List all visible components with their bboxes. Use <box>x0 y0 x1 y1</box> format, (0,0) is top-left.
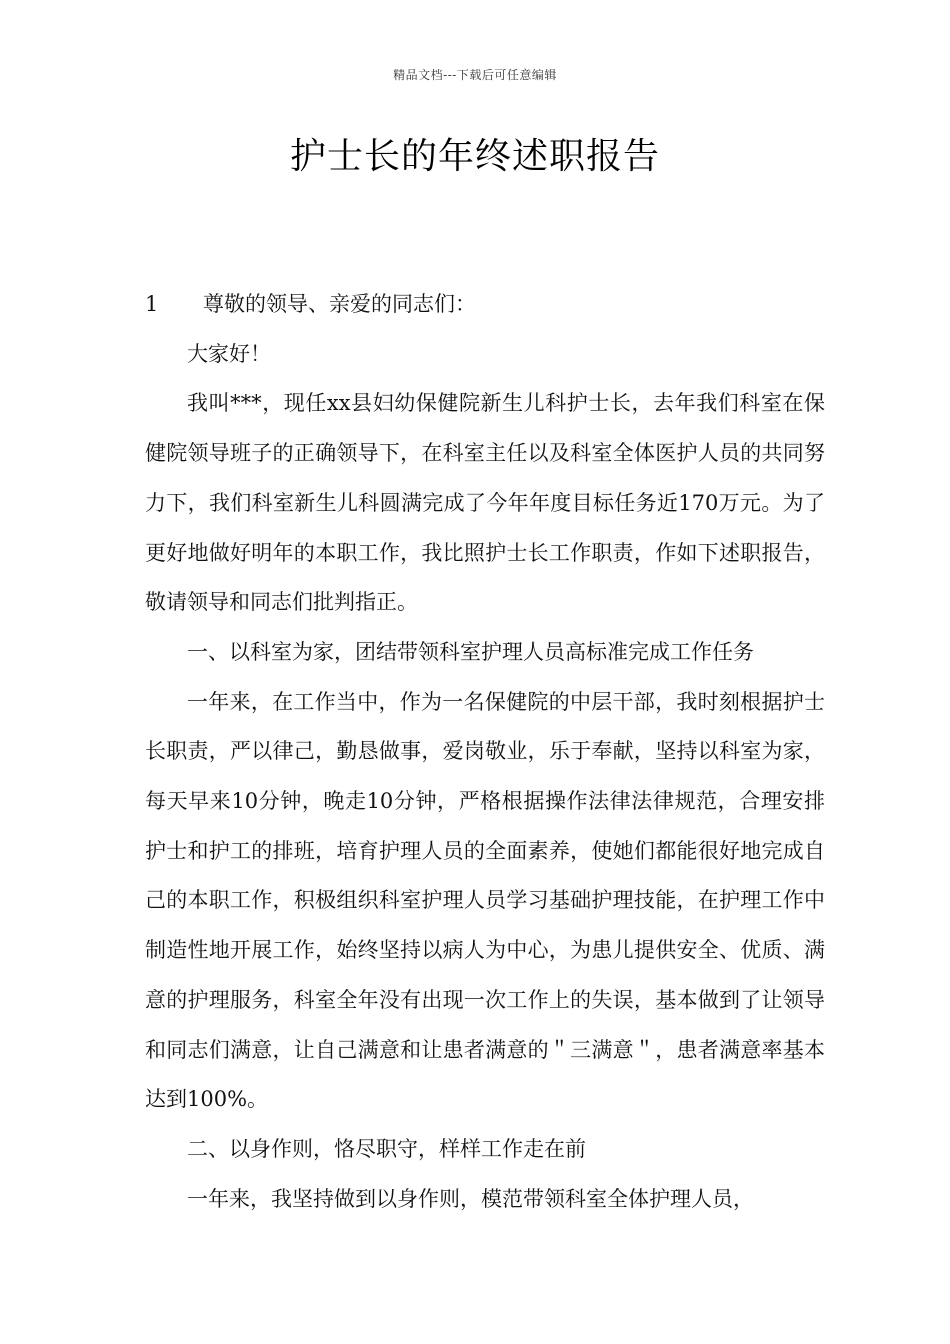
section-heading-1: 一、以科室为家，团结带领科室护理人员高标准完成工作任务 <box>187 639 754 664</box>
section-1-paragraph: 一年来，在工作当中，作为一名保健院的中层干部，我时刻根据护士长职责，严以律己，勤恳做事，爱岗敬业，乐于奉献，坚持以科室为家，每天早来10分钟，晚走10分钟，严格根据操作法律法律规范，合理安排护士和护工的排班，培育护理人员的全面素养，使她们都能很好地完成自己的本职工作，积极组织科室护理人员学习基础护理技能，在护理工作中制造性地开展工作，始终坚持以病人为中心，为患儿提供安全、优质、满意的护理服务，科室全年没有出现一次工作上的失误，基本做到了让领导和同志们满意，让自己满意和让患者满意的＂三满意＂，患者满意率基本达到100%。 <box>145 689 825 1112</box>
salutation-text: 尊敬的领导、亲爱的同志们： <box>203 292 476 316</box>
header-note: 精品文档---下载后可任意编辑 <box>393 68 557 82</box>
section-2-paragraph: 一年来，我坚持做到以身作则，模范带领科室全体护理人员， <box>187 1186 754 1211</box>
salutation-line <box>145 280 825 330</box>
greeting-paragraph: 大家好！ <box>187 341 271 366</box>
document-title: 护士长的年终述职报告 <box>289 136 660 177</box>
list-number: 1 <box>145 292 159 316</box>
section-heading-2: 二、以身作则，恪尽职守，样样工作走在前 <box>187 1136 586 1161</box>
intro-paragraph: 我叫***，现任xx县妇幼保健院新生儿科护士长，去年我们科室在保健院领导班子的正确领导下，在科室主任以及科室全体医护人员的共同努力下，我们科室新生儿科圆满完成了今年年度目标任务近170万元。为了更好地做好明年的本职工作，我比照护士长工作职责，作如下述职报告，敬请领导和同志们批判指正。 <box>145 391 825 615</box>
document-body <box>145 280 825 1224</box>
